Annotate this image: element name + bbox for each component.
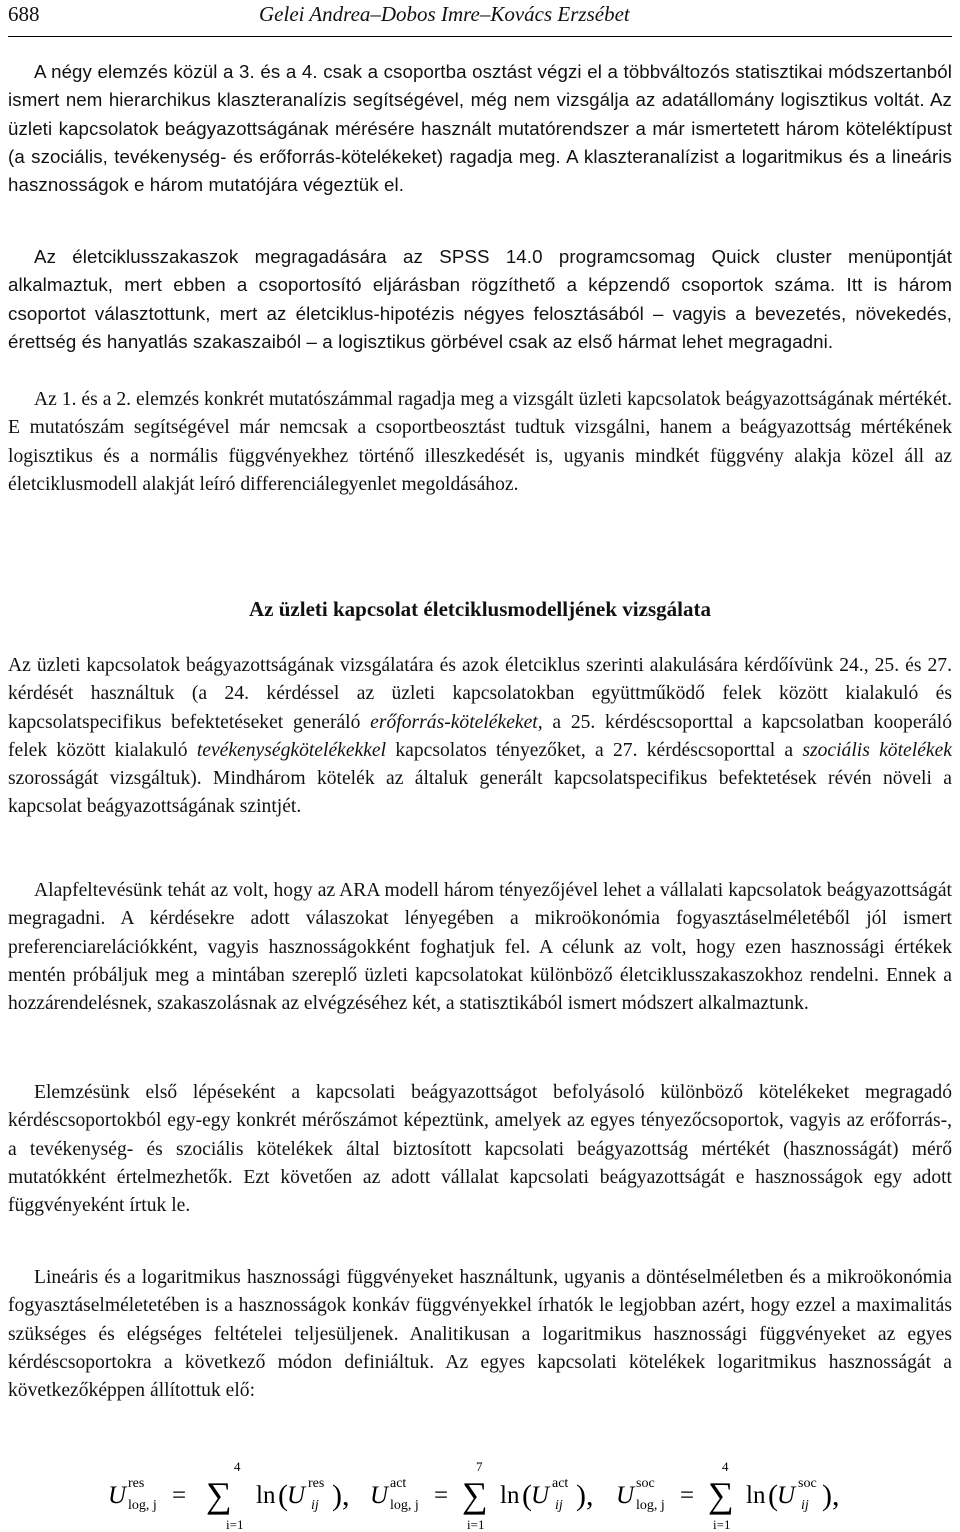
svg-text:(: ( bbox=[522, 1479, 532, 1512]
paragraph-text: Lineáris és a logaritmikus hasznossági függvényeket használtunk, ugyanis a döntéselméletben és a mikroökonómia fogyasztáselméletetében is a hasznosságok konkáv függvényekkel írhatók le legjobban azért, hogy ezzel a maximalitás szükséges és elégséges feltételei teljesüljenek. Analitikusan a logaritmikus hasznossági függvényeket az egyes kérdéscsoportokra a következő módon definiáltuk. Az egyes kapcsolati kötelékek logaritmikus hasznosságát a következőképpen állítottuk elő: bbox=[8, 1267, 952, 1402]
page-header bbox=[8, 2, 952, 30]
svg-text:4: 4 bbox=[722, 1459, 729, 1474]
svg-text:ln: ln bbox=[256, 1482, 276, 1509]
paragraph-text: Elemzésünk első lépéseként a kapcsolati beágyazottságot befolyásoló különböző kötelékeket megragadó kérdéscsoportokból egy-egy konkrét mérőszámot képeztünk, amelyek az egyes tényezőcsoportok, vagyis az erőforrás-, a tevékenység- és szociális kötelékek által biztosított kapcsolati beágyazottság mértékét (hasznosságát) mérő mutatókként értelmezhetők. Ezt követően az adott vállalat kapcsolati beágyazottságát e hasznosságok egy adott függvényeként írtuk le. bbox=[8, 1082, 952, 1217]
svg-text:U: U bbox=[777, 1482, 796, 1509]
formula-term-act bbox=[370, 1459, 594, 1530]
svg-text:log, j: log, j bbox=[390, 1498, 419, 1513]
formula-term-soc bbox=[616, 1459, 840, 1530]
svg-text:∑: ∑ bbox=[708, 1475, 734, 1515]
paragraph-text: a 25. kérdéscsoporttal a kapcsolatban kooperáló felek között kialakuló bbox=[8, 711, 953, 761]
paragraph-questionnaire bbox=[8, 652, 952, 822]
paragraph-measures bbox=[8, 386, 952, 499]
svg-text:),: ), bbox=[822, 1479, 840, 1512]
svg-text:7: 7 bbox=[476, 1459, 483, 1474]
paragraph-text: Alapfeltevésünk tehát az volt, hogy az ARA modell három tényezőjével lehet a vállalati kapcsolatok beágyazottságát megragadni. A kérdésekre adott válaszokat lényegében a mikroökonómia fogyasztáselméletéből jól ismert preferenciarelációkként, vagyis hasznosságokként foghatjuk fel. A célunk az volt, hogy ezen hasznossági értékek mentén próbáljuk meg a mintában szereplő üzleti kapcsolatokat különböző életciklusszakaszokhoz rendelni. Ennek a hozzárendelésnek, szakaszolásnak az elvégzéséhez két, a statisztikából ismert módszert alkalmaztunk. bbox=[8, 880, 952, 1015]
svg-text:(: ( bbox=[768, 1479, 778, 1512]
paragraph-text: Az üzleti kapcsolatok beágyazottságának vizsgálatára és azok életciklus szerinti alakulására kérdőívünk 24., 25. és 27. kérdését használtuk (a 24. kérdéssel az üzleti kapcsolatokban együttműködő felek között kialakuló és kapcsolatspecifikus befektetéseket generáló bbox=[8, 655, 952, 733]
paragraph-analyses bbox=[8, 58, 952, 199]
paragraph-text: Az életciklusszakaszok megragadására az SPSS 14.0 programcsomag Quick cluster menüpontját alkalmaztuk, mert ebben a csoportosító eljárásban rögzíthető a képzendő csoportok száma. Itt is három csoportot választottunk, mert az életciklus-hipotézis négyes felosztásából – vagyis a bevezetés, növekedés, érettség és hanyatlás szakaszaiból – a logisztikus görbével csak az első hármat lehet megragadni. bbox=[8, 246, 952, 352]
svg-text:log, j: log, j bbox=[128, 1498, 157, 1513]
section-title: Az üzleti kapcsolat életciklusmodelljének vizsgálata bbox=[249, 597, 711, 621]
paragraph-first-step bbox=[8, 1079, 952, 1220]
paragraph-spss bbox=[8, 243, 952, 356]
svg-text:ln: ln bbox=[746, 1482, 766, 1509]
svg-text:ln: ln bbox=[500, 1482, 520, 1509]
svg-text:),: ), bbox=[576, 1479, 594, 1512]
svg-text:U: U bbox=[531, 1482, 550, 1509]
svg-text:act: act bbox=[552, 1476, 569, 1491]
paragraph-text: A négy elemzés közül a 3. és a 4. csak a csoportba osztást végzi el a többváltozós statisztikai módszertanból ismert nem hierarchikus klaszteranalízis segítségével, még nem vizsgálja az adatállomány logisztikus voltát. Az üzleti kapcsolatok beágyazottságának mérésére használt mutatórendszer a már ismertetett három köteléktípust (a szociális, tevékenység- és erőforrás-kötelékeket) ragadja meg. A klaszteranalízist a logaritmikus és a lineáris hasznosságok e három mutatójára végeztük el. bbox=[8, 61, 952, 196]
svg-text:res: res bbox=[308, 1476, 325, 1491]
paragraph-text: Az 1. és a 2. elemzés konkrét mutatószámmal ragadja meg a vizsgált üzleti kapcsolatok beágyazottságának mértékét. E mutatószám segítségével már nemcsak a csoportbeosztást tudtuk vizsgálni, hanem a beágyazottság mértékének logisztikus és a normális függvényekhez történő illeszkedését is, ugyanis mindkét függvény alakja közel áll az életciklusmodell alakját leíró differenciálegyenlet megoldásához. bbox=[8, 389, 952, 495]
svg-text:∑: ∑ bbox=[462, 1475, 488, 1515]
svg-text:soc: soc bbox=[798, 1476, 817, 1491]
svg-text:4: 4 bbox=[234, 1459, 241, 1474]
log-utility-formula bbox=[108, 1455, 908, 1530]
svg-text:ij: ij bbox=[801, 1498, 809, 1513]
paragraph-text: kapcsolatos tényezőket, a 27. kérdéscsoporttal a bbox=[386, 739, 803, 761]
svg-text:act: act bbox=[390, 1476, 407, 1491]
svg-text:(: ( bbox=[278, 1479, 288, 1512]
svg-text:),: ), bbox=[332, 1479, 350, 1512]
paragraph-text: szorosságát vizsgáltuk). Mindhárom kötelék az általuk generált kapcsolatspecifikus befektetések révén növeli a kapcsolat beágyazottságának szintjét. bbox=[8, 768, 952, 818]
italic-term: tevékenységkötelékekkel bbox=[196, 739, 387, 761]
italic-term: erőforrás-kötelékeket, bbox=[370, 711, 543, 733]
paragraph-ara-model bbox=[8, 877, 952, 1018]
svg-text:ij: ij bbox=[311, 1498, 319, 1513]
formula-term-res bbox=[108, 1459, 350, 1530]
svg-text:res: res bbox=[128, 1476, 145, 1491]
svg-text:U: U bbox=[616, 1482, 635, 1509]
running-head: Gelei Andrea–Dobos Imre–Kovács Erzsébet bbox=[259, 2, 630, 26]
svg-text:i=1: i=1 bbox=[226, 1517, 244, 1530]
svg-text:i=1: i=1 bbox=[467, 1517, 485, 1530]
svg-text:=: = bbox=[434, 1482, 449, 1509]
svg-text:log, j: log, j bbox=[636, 1498, 665, 1513]
svg-text:i=1: i=1 bbox=[713, 1517, 731, 1530]
svg-text:soc: soc bbox=[636, 1476, 655, 1491]
paragraph-utility-functions bbox=[8, 1264, 952, 1405]
header-rule bbox=[8, 36, 952, 37]
svg-text:U: U bbox=[370, 1482, 389, 1509]
italic-term: szociális kötelékek bbox=[802, 739, 952, 761]
svg-text:U: U bbox=[108, 1482, 127, 1509]
svg-text:=: = bbox=[680, 1482, 695, 1509]
svg-text:=: = bbox=[172, 1482, 187, 1509]
svg-text:ij: ij bbox=[555, 1498, 563, 1513]
page-number: 688 bbox=[8, 2, 40, 26]
svg-text:∑: ∑ bbox=[206, 1475, 232, 1515]
svg-text:U: U bbox=[287, 1482, 306, 1509]
